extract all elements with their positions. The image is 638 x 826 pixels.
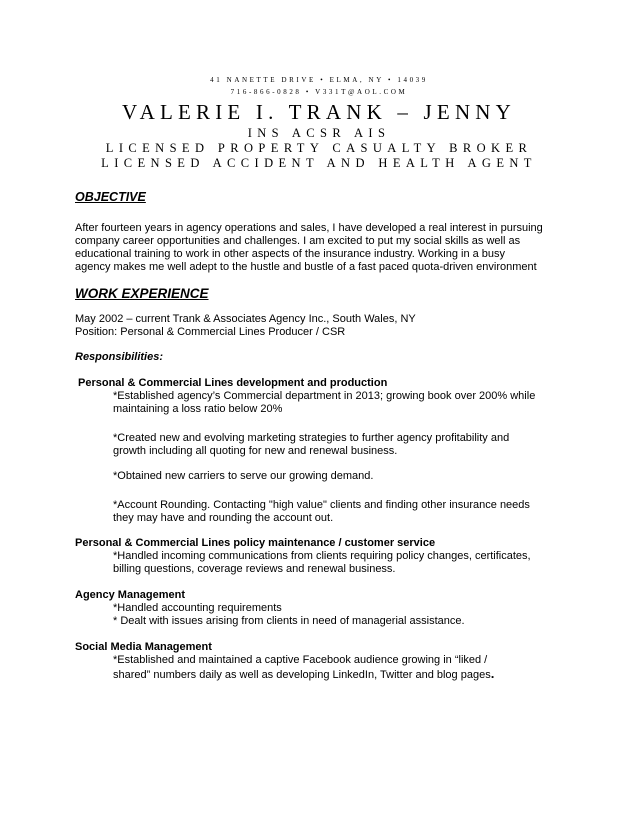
closing-period: .	[490, 666, 495, 681]
list-item	[113, 667, 494, 682]
list-item: *Account Rounding. Contacting "high value" clients and finding other insurance needs	[113, 499, 530, 511]
list-item: *Obtained new carriers to serve our growing demand.	[113, 470, 374, 482]
responsibilities-heading: Responsibilities:	[75, 351, 164, 363]
contact-line: 716-866-0828 • V331T@AOL.COM	[230, 88, 408, 96]
position-title: Position: Personal & Commercial Lines Producer / CSR	[75, 326, 346, 338]
license-accident-health: LICENSED ACCIDENT AND HEALTH AGENT	[101, 156, 537, 170]
list-item: * Dealt with issues arising from clients in need of managerial assistance.	[113, 615, 465, 627]
list-item: *Established and maintained a captive Facebook audience growing in “liked /	[113, 654, 488, 666]
objective-line: educational training to work in other aspects of the insurance industry. Working in a busy	[75, 248, 506, 260]
objective-heading: OBJECTIVE	[75, 190, 146, 204]
work-experience-heading: WORK EXPERIENCE	[75, 286, 209, 301]
list-item: *Established agency’s Commercial department in 2013; growing book over 200% while	[113, 390, 536, 402]
objective-line: agency makes me well adept to the hustle and bustle of a fast paced quota-driven environment	[75, 261, 537, 273]
address-line: 41 NANETTE DRIVE • ELMA, NY • 14039	[210, 76, 428, 84]
license-property-casualty: LICENSED PROPERTY CASUALTY BROKER	[105, 141, 533, 155]
section-title: Personal & Commercial Lines development and production	[78, 377, 388, 389]
list-item: *Created new and evolving marketing strategies to further agency profitability and	[113, 432, 510, 444]
list-item-text: shared” numbers daily as well as developing LinkedIn, Twitter and blog pages	[113, 669, 491, 681]
list-item: *Handled accounting requirements	[113, 602, 282, 614]
section-title: Personal & Commercial Lines policy maintenance / customer service	[75, 537, 436, 549]
section-title: Agency Management	[75, 589, 186, 601]
objective-line: After fourteen years in agency operations and sales, I have developed a real interest in pursuing	[75, 222, 543, 234]
section-title: Social Media Management	[75, 641, 212, 653]
list-item: *Handled incoming communications from clients requiring policy changes, certificates,	[113, 550, 531, 562]
candidate-name: VALERIE I. TRANK – JENNY	[121, 100, 517, 124]
employment-dates-employer: May 2002 – current Trank & Associates Agency Inc., South Wales, NY	[75, 313, 416, 325]
list-item: billing questions, coverage reviews and renewal business.	[113, 563, 396, 575]
list-item: growth including all quoting for new and renewal business.	[113, 445, 398, 457]
objective-line: company career opportunities and challenges. I am excited to put my social skills as well as	[75, 235, 521, 247]
list-item: maintaining a loss ratio below 20%	[113, 403, 283, 415]
list-item: they may have and rounding the account out.	[113, 512, 334, 524]
designations: INS ACSR AIS	[247, 126, 391, 140]
